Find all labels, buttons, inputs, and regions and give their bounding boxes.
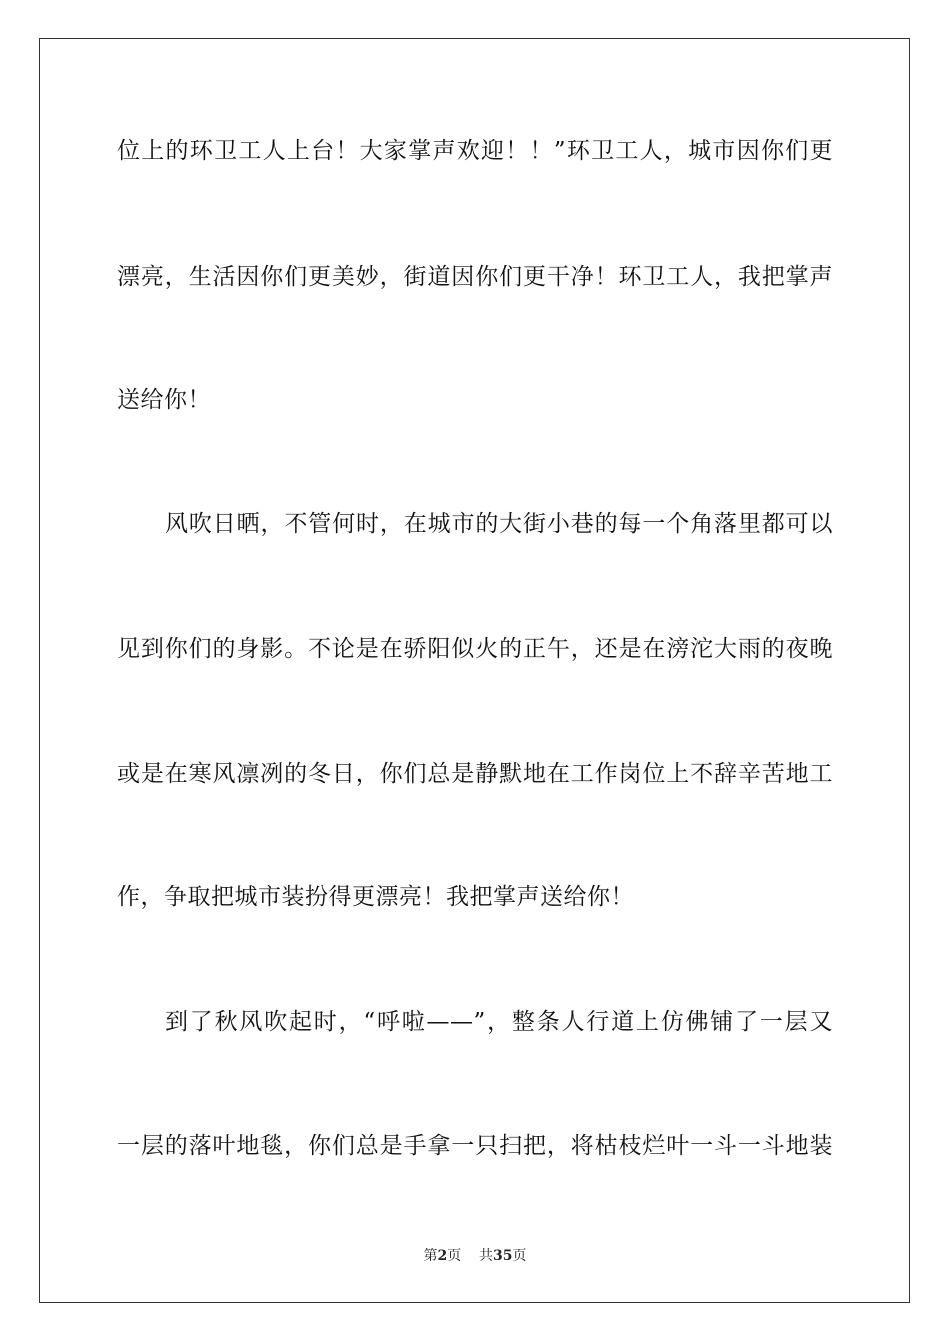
footer-page-prefix: 第 bbox=[423, 1248, 438, 1264]
paragraph-line-4: 风吹日晒，不管何时，在城市的大街小巷的每一个角落里都可以 bbox=[165, 511, 833, 537]
footer-page-suffix: 页 bbox=[447, 1248, 462, 1264]
paragraph-line-8: 到了秋风吹起时，“呼啦——”，整条人行道上仿佛铺了一层又 bbox=[165, 1009, 833, 1035]
page-footer bbox=[0, 1247, 950, 1265]
footer-total-pages: 35 bbox=[493, 1248, 513, 1264]
paragraph-line-9: 一层的落叶地毯，你们总是手拿一只扫把，将枯枝烂叶一斗一斗地装 bbox=[117, 1133, 833, 1159]
page-border bbox=[39, 38, 910, 1303]
footer-total-prefix: 共 bbox=[479, 1248, 494, 1264]
footer-total-suffix: 页 bbox=[512, 1248, 527, 1264]
paragraph-line-6: 或是在寒风凛冽的冬日，你们总是静默地在工作岗位上不辞辛苦地工 bbox=[117, 761, 833, 787]
footer-page-number: 2 bbox=[437, 1248, 448, 1264]
paragraph-line-3: 送给你！ bbox=[117, 387, 211, 413]
paragraph-line-7: 作，争取把城市装扮得更漂亮！我把掌声送给你！ bbox=[117, 884, 634, 910]
paragraph-line-1: 位上的环卫工人上台！大家掌声欢迎！！”环卫工人，城市因你们更 bbox=[117, 138, 833, 164]
paragraph-line-2: 漂亮，生活因你们更美妙，街道因你们更干净！环卫工人，我把掌声 bbox=[117, 264, 833, 290]
paragraph-line-5: 见到你们的身影。不论是在骄阳似火的正午，还是在滂沱大雨的夜晚 bbox=[117, 636, 833, 662]
